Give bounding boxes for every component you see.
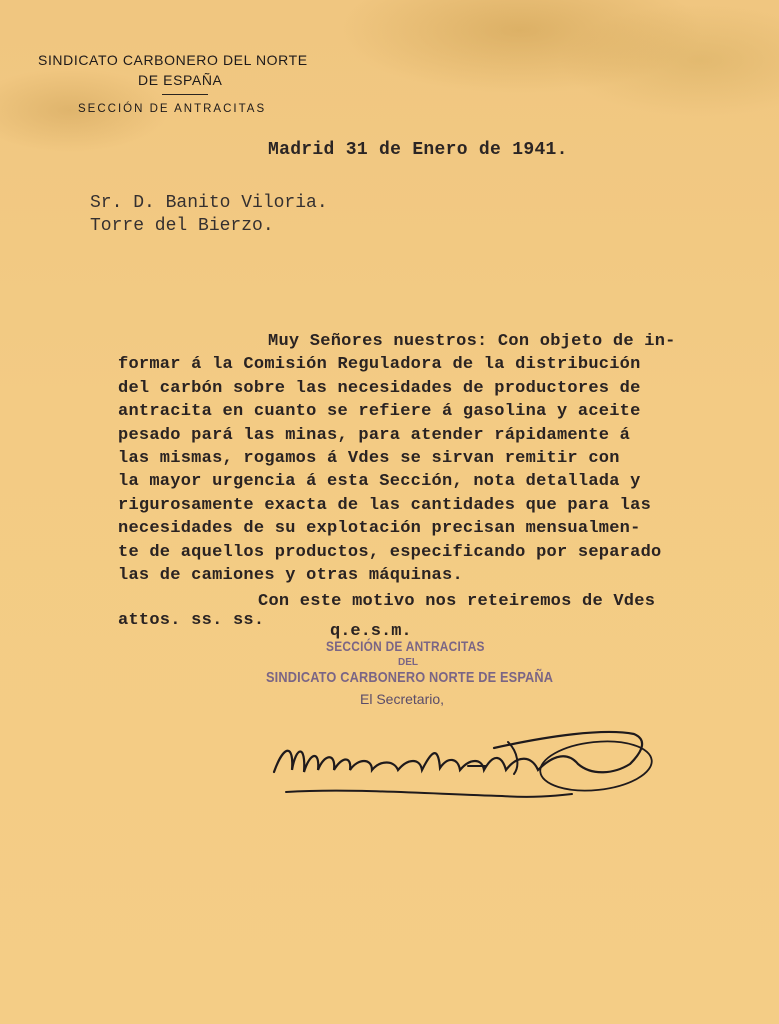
stamp-del: DEL	[398, 657, 418, 668]
stamp-org: SINDICATO CARBONERO NORTE DE ESPAÑA	[266, 669, 554, 686]
body-line: del carbón sobre las necesidades de productores de	[118, 378, 641, 398]
body-line: te de aquellos productos, especificando por separado	[118, 542, 662, 562]
body-line: necesidades de su explotación precisan mensualmen-	[118, 519, 641, 539]
body-line: rigurosamente exacta de las cantidades que para las	[118, 495, 652, 515]
org-name-line1: SINDICATO CARBONERO DEL NORTE	[38, 52, 308, 68]
qesm-abbrev: q.e.s.m.	[330, 622, 412, 641]
letter-date: Madrid 31 de Enero de 1941.	[268, 140, 568, 160]
letter-body	[118, 330, 778, 587]
letterhead	[38, 52, 338, 115]
body-line: pesado pará las minas, para atender rápidamente á	[118, 425, 631, 445]
body-line: las de camiones y otras máquinas.	[118, 566, 463, 586]
body-line: Muy Señores nuestros: Con objeto de in-	[268, 332, 676, 351]
letterhead-divider	[162, 94, 208, 95]
body-line: antracita en cuanto se refiere á gasolina y aceite	[118, 402, 641, 422]
body-line: las mismas, rogamos á Vdes se sirvan remitir con	[118, 449, 620, 469]
signature-image	[262, 722, 662, 822]
closing-line2: attos. ss. ss.	[118, 611, 265, 630]
section-name: SECCIÓN DE ANTRACITAS	[78, 103, 267, 115]
body-line: la mayor urgencia á esta Sección, nota detallada y	[118, 472, 641, 492]
stamp-section: SECCIÓN DE ANTRACITAS	[326, 638, 485, 654]
body-line: formar á la Comisión Reguladora de la distribución	[118, 355, 641, 375]
secretary-title: El Secretario,	[360, 691, 445, 707]
recipient-place: Torre del Bierzo.	[90, 216, 274, 236]
closing-line1: Con este motivo nos reteiremos de Vdes	[258, 592, 656, 611]
org-name-line2: DE ESPAÑA	[138, 72, 223, 88]
recipient-name: Sr. D. Banito Viloria.	[90, 193, 328, 213]
